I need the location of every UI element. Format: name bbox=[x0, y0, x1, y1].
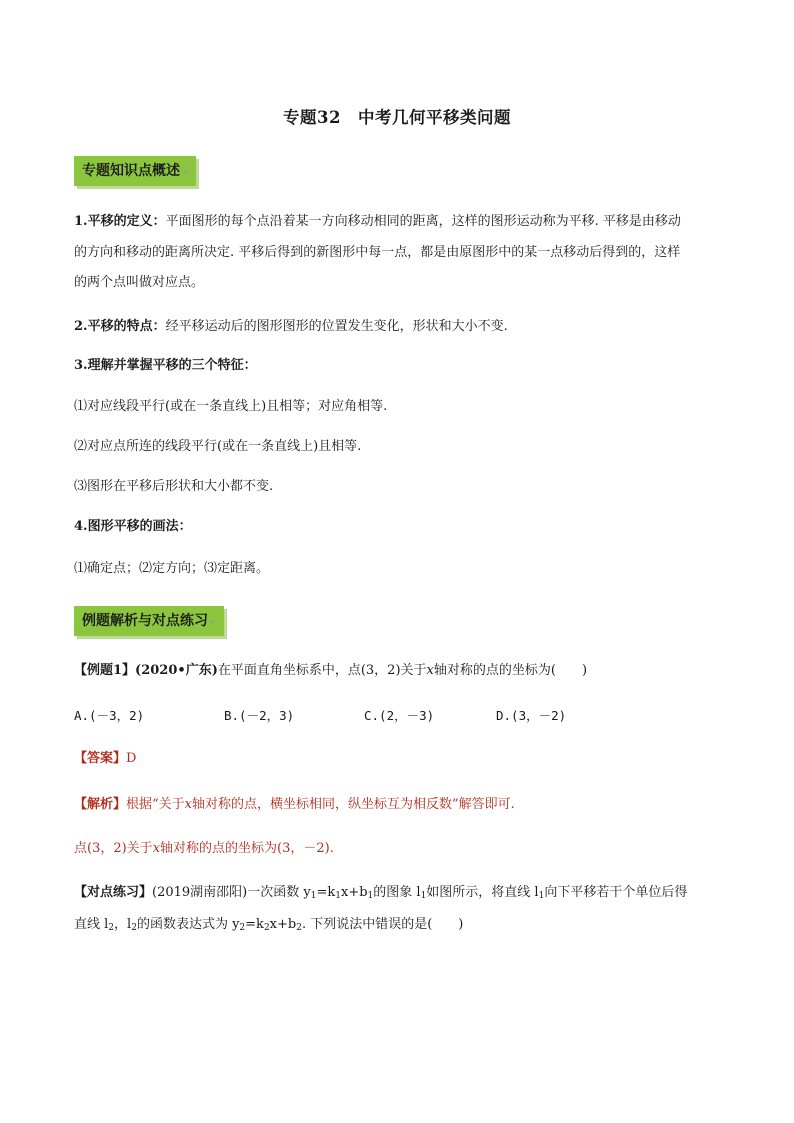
variable-x: x bbox=[184, 797, 193, 812]
practice-text: 一次函数 y bbox=[247, 885, 311, 900]
section-examples-header bbox=[74, 606, 224, 636]
variable-x: x bbox=[152, 841, 161, 856]
subscript: 1 bbox=[335, 891, 341, 901]
definition-label: 1.平移的定义： bbox=[74, 214, 166, 229]
definition-line-1 bbox=[74, 207, 734, 237]
subscript: 1 bbox=[538, 891, 545, 901]
practice-text: 直线 l bbox=[74, 917, 109, 932]
practice-text: . 下列说法中错误的是( ) bbox=[301, 917, 464, 932]
option-d: D.(3，－2) bbox=[496, 708, 567, 723]
feature-line bbox=[74, 312, 734, 342]
option-a: A.(－3，2) bbox=[74, 708, 145, 723]
example-1-label: 【例题1】 bbox=[74, 663, 136, 678]
subscript: 2 bbox=[263, 923, 270, 933]
example-1-question bbox=[74, 656, 734, 686]
analysis-label: 【解析】 bbox=[74, 797, 127, 812]
practice-text: 的图象 l bbox=[373, 885, 421, 900]
practice-source: (2019湖南邵阳) bbox=[152, 885, 248, 900]
practice-text: ，l bbox=[114, 917, 132, 932]
practice-text: =k bbox=[316, 885, 336, 900]
practice-text: x+b bbox=[269, 917, 297, 932]
page-title: 专题32 中考几何平移类问题 bbox=[283, 108, 511, 127]
practice-text: 如图所示，将直线 l bbox=[426, 885, 539, 900]
option-b: B.(－2，3) bbox=[224, 708, 295, 723]
practice-line-1 bbox=[74, 878, 734, 911]
practice-text: =k bbox=[245, 917, 264, 932]
solution-text-b: 轴对称的点的坐标为(3，－2). bbox=[160, 841, 334, 856]
answer-line bbox=[74, 744, 734, 774]
analysis-text-a: 根据“关于 bbox=[126, 797, 185, 812]
variable-x: x bbox=[426, 663, 434, 678]
return-mark-icon: ↵ bbox=[182, 167, 191, 178]
subscript: 2 bbox=[131, 923, 137, 933]
analysis-text-b: 轴对称的点，横坐标相同，纵坐标互为相反数”解答即可. bbox=[192, 797, 515, 812]
practice-line-2 bbox=[74, 910, 734, 943]
definition-line-2: 的方向和移动的距离所决定. 平移后得到的新图形中每一点，都是由原图形中的某一点移动后得到的，这样 bbox=[74, 245, 681, 260]
subscript: 2 bbox=[239, 923, 246, 933]
solution-text-a: 点(3，2)关于 bbox=[74, 841, 153, 856]
practice-text: x+b bbox=[340, 885, 368, 900]
section-examples-label: 例题解析与对点练习 bbox=[82, 613, 208, 629]
solution-line bbox=[74, 834, 734, 864]
option-c: C.(2，－3) bbox=[364, 708, 435, 723]
subscript: 2 bbox=[108, 923, 115, 933]
example-1-question-b: 轴对称的点的坐标为( ) bbox=[433, 663, 588, 678]
drawing-method-text: ⑴确定点；⑵定方向；⑶定距离。 bbox=[74, 561, 270, 576]
section-knowledge-label: 专题知识点概述 bbox=[82, 163, 180, 179]
analysis-line bbox=[74, 790, 734, 820]
answer-label: 【答案】 bbox=[74, 751, 127, 766]
definition-line-3: 的两个点叫做对应点。 bbox=[74, 275, 205, 290]
section-knowledge-header bbox=[74, 156, 196, 186]
practice-text: 向下平移若干个单位后得 bbox=[544, 885, 688, 900]
three-features-item-1: ⑴对应线段平行(或在一条直线上)且相等；对应角相等. bbox=[74, 399, 388, 414]
feature-label: 2.平移的特点： bbox=[74, 319, 166, 334]
subscript: 1 bbox=[310, 891, 317, 901]
three-features-item-3: ⑶图形在平移后形状和大小都不变. bbox=[74, 479, 274, 494]
three-features-heading: 3.理解并掌握平移的三个特征： bbox=[74, 358, 257, 373]
subscript: 1 bbox=[367, 891, 374, 901]
return-mark-icon: ↵ bbox=[210, 617, 219, 628]
three-features-item-2: ⑵对应点所连的线段平行(或在一条直线上)且相等. bbox=[74, 439, 362, 454]
practice-text: 的函数表达式为 y bbox=[136, 917, 240, 932]
definition-text-1: 平面图形的每个点沿着某一方向移动相同的距离，这样的图形运动称为平移. 平移是由移动 bbox=[165, 214, 681, 229]
example-1-source: (2020•广东) bbox=[135, 663, 218, 678]
drawing-method-heading: 4.图形平移的画法： bbox=[74, 519, 192, 534]
feature-text: 经平移运动后的图形图形的位置发生变化，形状和大小不变. bbox=[165, 319, 508, 334]
example-1-question-a: 在平面直角坐标系中，点(3，2)关于 bbox=[217, 663, 427, 678]
subscript: 1 bbox=[420, 891, 427, 901]
subscript: 2 bbox=[296, 923, 302, 933]
answer-value: D bbox=[126, 751, 137, 766]
practice-label: 【对点练习】 bbox=[74, 885, 153, 900]
